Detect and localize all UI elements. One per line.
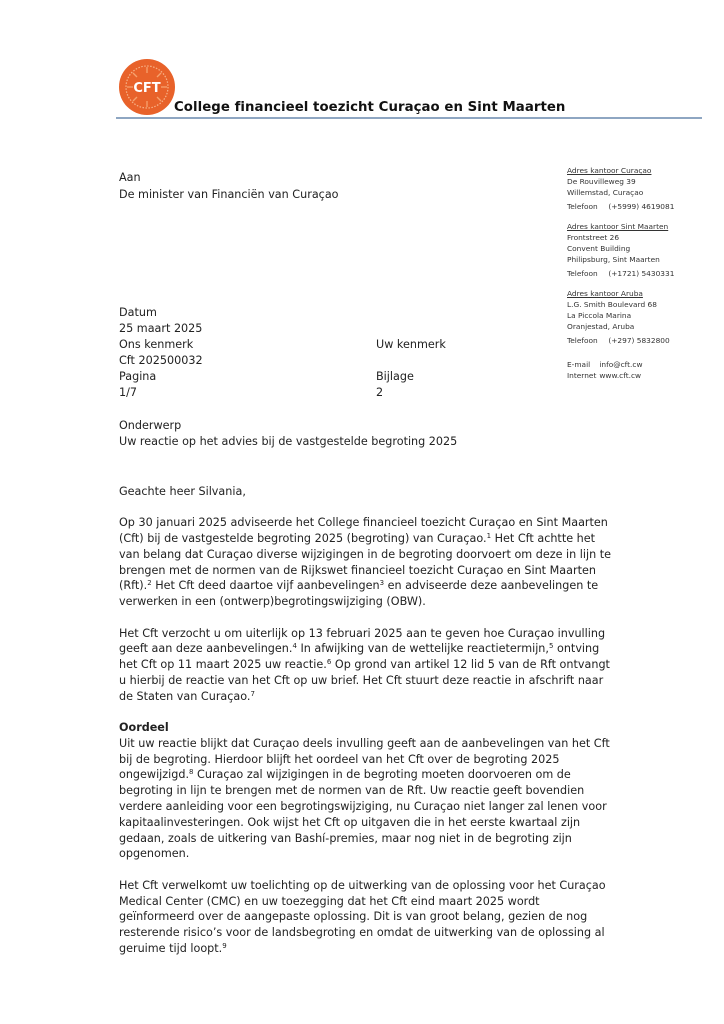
text-line: Medical Center (CMC) en uw toezegging dat het Cft eind maart 2025 wordt [119, 894, 540, 908]
phone-number: (+297) 5832800 [608, 336, 670, 346]
phone-number: (+5999) 4619081 [608, 202, 675, 212]
section-heading-oordeel: Oordeel [119, 721, 169, 735]
paragraph-cmc [119, 878, 606, 957]
address-line: L.G. Smith Boulevard 68 [567, 299, 657, 309]
website-link[interactable]: www.cft.cw [599, 370, 642, 380]
page-value: 1/7 [119, 385, 138, 399]
office-aruba [567, 289, 674, 347]
organization-name: College financieel toezicht Curaçao en Sint Maarten [174, 100, 566, 115]
attachment-value: 2 [376, 385, 384, 399]
email-label: E-mail [567, 360, 591, 370]
footnote-ref[interactable]: 6 [326, 658, 332, 667]
text-line: Op 30 januari 2025 adviseerde het College financieel toezicht Curaçao en Sint Maarten [119, 516, 608, 530]
text-run: (Rft). [119, 579, 148, 593]
office-title: Adres kantoor Curaçao [567, 166, 652, 175]
text-run: In afwijking van de wettelijke reactietermijn, [296, 642, 549, 656]
footnote-ref[interactable]: 2 [147, 579, 152, 588]
header-divider [116, 117, 702, 119]
subject-text: Uw reactie op het advies bij de vastgestelde begroting 2025 [119, 435, 458, 448]
text-line [119, 641, 601, 657]
our-reference-value: Cft 202500032 [119, 353, 203, 367]
letter-body [119, 484, 612, 972]
text-line: gedaan, zoals de uitkering van Bashí-premies, maar nog niet in de begroting zijn [119, 831, 572, 845]
text-line [119, 657, 610, 673]
address-line: Frontstreet 26 [567, 232, 620, 242]
your-reference-label: Uw kenmerk [376, 338, 446, 351]
recipient-block [119, 169, 339, 203]
text-line [119, 689, 601, 705]
address-line: Willemstad, Curaçao [567, 187, 644, 197]
footnote-ref[interactable]: 9 [222, 941, 227, 950]
paragraph-request [119, 626, 610, 705]
text-line: verdere aanleiding voor een begrotingswijziging, nu Curaçao niet langer zal lenen voor [119, 800, 607, 814]
address-line: La Piccola Marina [567, 310, 632, 320]
text-run: Op grond van artikel 12 lid 5 van de Rft ontvangt [331, 658, 610, 672]
text-line: begroting in lijn te brengen met de normen van de Rft. Uw reactie geeft bovendien [119, 784, 585, 798]
page-label: Pagina [119, 369, 157, 383]
text-run: (Cft) bij de vastgestelde begroting 2025 (begroting) van Curaçao. [119, 532, 487, 546]
office-addresses [567, 166, 674, 382]
our-reference-label: Ons kenmerk [119, 337, 194, 351]
internet-label: Internet [567, 370, 597, 380]
office-sint-maarten [567, 222, 674, 280]
text-line: Het Cft verwelkomt uw toelichting op de uitwerking van de oplossing voor het Curaçao [119, 878, 606, 892]
text-run: geruime tijd loopt. [119, 941, 223, 955]
text-line: geïnformeerd over de aangepaste oplossing. Dit is van groot belang, gezien de nog [119, 910, 588, 924]
footnote-ref[interactable]: 3 [379, 579, 385, 588]
text-line: u hierbij de reactie van het Cft op uw brief. Het Cft stuurt deze reactie in afschrift naar [119, 673, 604, 687]
text-line: resterende risico’s voor de landsbegroting en omdat de uitwerking van de oplossing al [119, 926, 605, 940]
office-phone [567, 202, 674, 213]
recipient-name: De minister van Financiën van Curaçao [119, 188, 339, 201]
date-value: 25 maart 2025 [119, 321, 203, 335]
address-line: Philipsburg, Sint Maarten [567, 254, 660, 264]
office-curacao [567, 166, 674, 213]
text-line: brengen met de normen van de Rijkswet financieel toezicht Curaçao en Sint Maarten [119, 563, 596, 577]
paragraph-intro [119, 515, 612, 610]
text-run: Curaçao zal wijzigingen in de begroting moeten doorvoeren om de [193, 768, 571, 782]
address-line: Oranjestad, Aruba [567, 321, 635, 331]
paragraph-oordeel [119, 736, 610, 862]
text-line [119, 531, 601, 547]
date-label: Datum [119, 306, 157, 319]
text-run: en adviseerde deze aanbevelingen te [384, 579, 599, 593]
attachment-label: Bijlage [376, 369, 414, 383]
text-run: de Staten van Curaçao. [119, 689, 251, 703]
text-run: Het Cft deed daartoe vijf aanbevelingen [151, 579, 380, 593]
phone-label: Telefoon [567, 202, 598, 212]
contact-info [567, 360, 674, 382]
subject-block [119, 418, 457, 450]
address-line: De Rouvilleweg 39 [567, 176, 636, 186]
text-line: verwerken in een (ontwerp)begrotingswijziging (OBW). [119, 595, 426, 609]
text-run: ongewijzigd. [119, 768, 190, 782]
letter-meta [119, 305, 203, 400]
text-line: Het Cft verzocht u om uiterlijk op 13 februari 2025 aan te geven hoe Curaçao invulling [119, 626, 606, 640]
footnote-ref[interactable]: 7 [250, 689, 255, 698]
text-run: geeft aan deze aanbevelingen. [119, 642, 293, 656]
office-phone [567, 269, 674, 280]
office-title: Adres kantoor Sint Maarten [567, 222, 669, 232]
office-title: Adres kantoor Aruba [567, 289, 643, 299]
text-line: opgenomen. [119, 847, 190, 861]
text-line [119, 578, 601, 594]
phone-label: Telefoon [567, 336, 598, 346]
letter-meta-right [376, 337, 446, 401]
footnote-ref[interactable]: 1 [486, 532, 492, 541]
text-run: Het Cft achtte het [491, 532, 596, 546]
footnote-ref[interactable]: 8 [189, 768, 194, 777]
footnote-ref[interactable]: 4 [292, 642, 297, 651]
text-line: van belang dat Curaçao diverse wijzigingen in de begroting doorvoert om deze in lijn te [119, 547, 612, 561]
text-line: kapitaalinvesteringen. Ook wijst het Cft op uitgaven die in het eerste kwartaal zijn [119, 815, 581, 829]
address-line: Convent Building [567, 243, 631, 253]
text-line [119, 941, 601, 957]
email-link[interactable]: info@cft.cw [599, 360, 643, 370]
salutation: Geachte heer Silvania, [119, 485, 246, 498]
phone-label: Telefoon [567, 269, 598, 279]
text-line [119, 767, 601, 783]
text-run: ontving [553, 642, 600, 656]
footnote-ref[interactable]: 5 [548, 642, 554, 651]
subject-label: Onderwerp [119, 419, 182, 432]
phone-number: (+1721) 5430331 [608, 269, 675, 279]
text-line: Uit uw reactie blijkt dat Curaçao deels invulling geeft aan de aanbevelingen van het Cft [119, 736, 610, 750]
text-line: bij de begroting. Hierdoor blijft het oordeel van het Cft over de begroting 2025 [119, 752, 560, 766]
logo-text: CFT [133, 81, 161, 96]
cft-logo [118, 58, 176, 116]
office-phone [567, 336, 674, 347]
text-run: het Cft op 11 maart 2025 uw reactie. [119, 658, 327, 672]
recipient-label: Aan [119, 171, 141, 184]
